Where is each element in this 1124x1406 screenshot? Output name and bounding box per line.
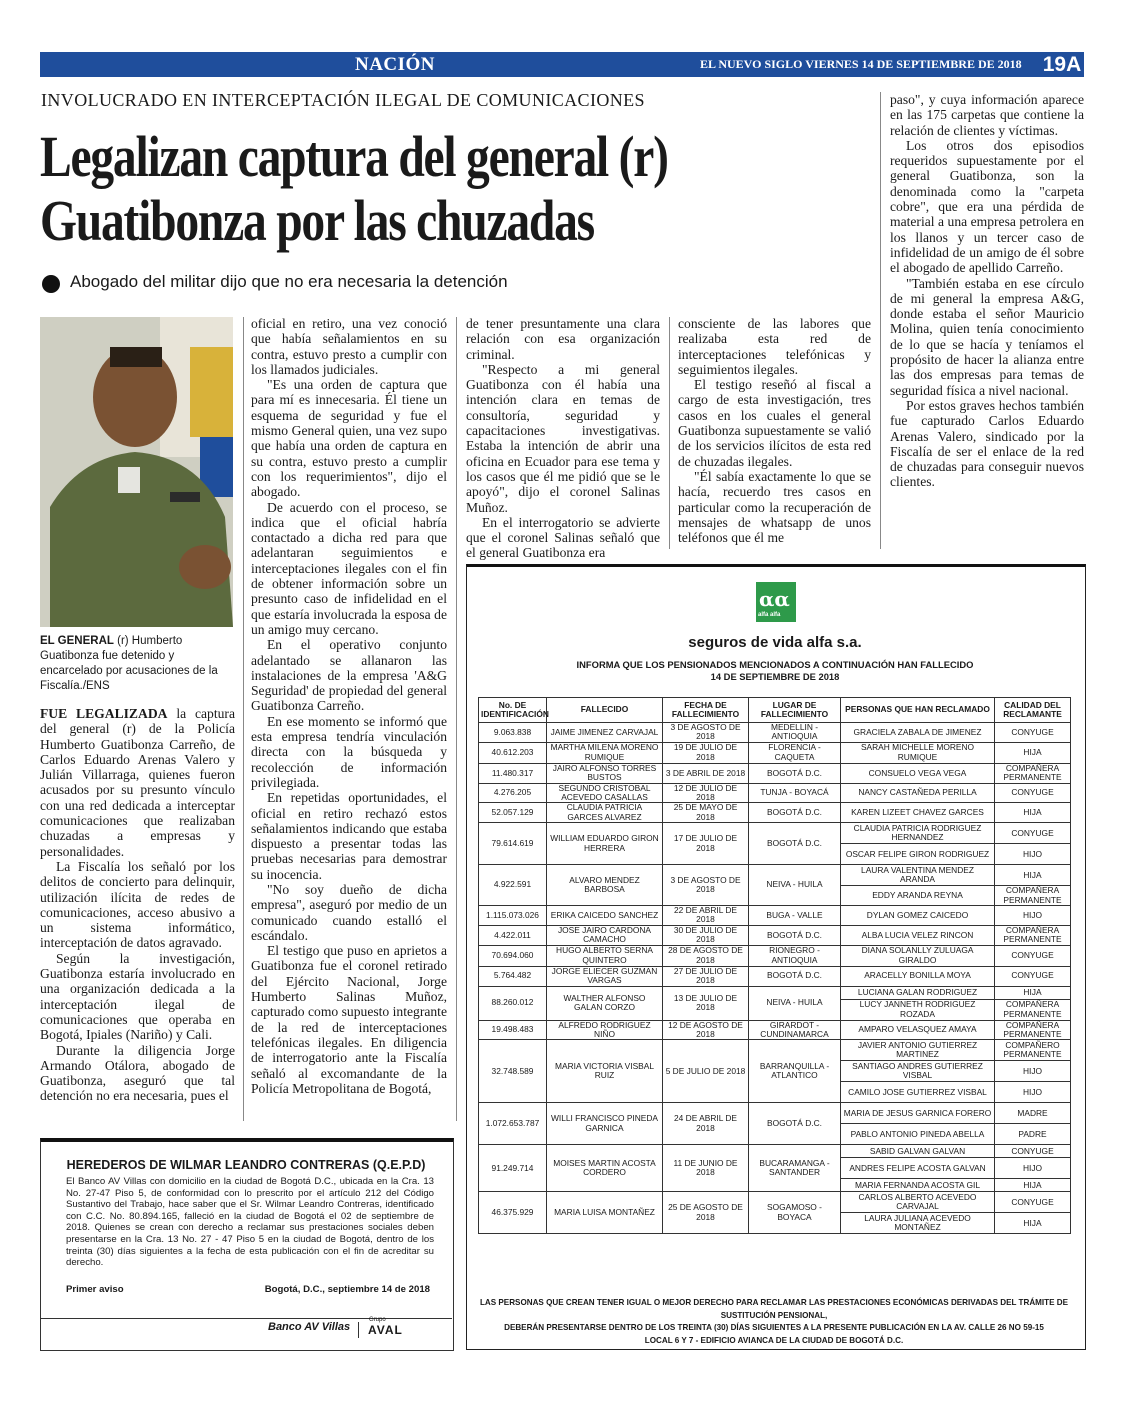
- table-row: [479, 742, 1071, 763]
- cell-claimant: MARIA DE JESUS GARNICA FORERO: [841, 1103, 995, 1124]
- cell-relationship: HIJA: [995, 742, 1071, 763]
- cell-id: 88.260.012: [479, 986, 547, 1020]
- paragraph: En repetidas oportunidades, el oficial en retiro rechazó estos señalamientos indicando que estaba dispuesto a presentar todas las pruebas necesarias para demostrar su inocencia.: [251, 790, 447, 882]
- group-aval-logo: AVAL: [368, 1323, 403, 1337]
- cell-id: 1.115.073.026: [479, 906, 547, 926]
- cell-deceased: MOISES MARTIN ACOSTA CORDERO: [547, 1145, 663, 1192]
- general-photo: [40, 317, 233, 627]
- cell-deceased: MARIA LUISA MONTAÑEZ: [547, 1192, 663, 1234]
- cell-place: BUCARAMANGA - SANTANDER: [749, 1145, 841, 1192]
- cell-claimant: GRACIELA ZABALA DE JIMENEZ: [841, 723, 995, 743]
- paragraph: En el operativo conjunto adelantado se allanaron las instalaciones de la empresa 'A&G Seguridad' de propiedad del general Guatibonza Carreño.: [251, 637, 447, 714]
- cell-relationship: HIJA: [995, 1179, 1071, 1192]
- cell-claimant: SANTIAGO ANDRES GUTIERREZ VISBAL: [841, 1061, 995, 1082]
- cell-date: 19 DE JULIO DE 2018: [663, 742, 749, 763]
- header-relationship: CALIDAD DEL RECLAMANTE: [995, 698, 1071, 723]
- cell-claimant: CAMILO JOSE GUTIERREZ VISBAL: [841, 1082, 995, 1103]
- headline-line-2: Guatibonza por las chuzadas: [40, 188, 594, 253]
- paragraph: [40, 706, 235, 859]
- alfa-footer-text: [478, 1297, 1070, 1347]
- alfa-logo-glyph: αα: [759, 587, 790, 611]
- cell-date: 17 DE JULIO DE 2018: [663, 823, 749, 865]
- cell-relationship: CONYUGE: [995, 945, 1071, 966]
- cell-id: 4.276.205: [479, 783, 547, 803]
- cell-claimant: DYLAN GOMEZ CAICEDO: [841, 906, 995, 926]
- cell-place: RIONEGRO - ANTIOQUIA: [749, 945, 841, 966]
- cell-deceased: HUGO ALBERTO SERNA QUINTERO: [547, 945, 663, 966]
- general-photo-illustration: [40, 317, 233, 627]
- cell-claimant: JAVIER ANTONIO GUTIERREZ MARTINEZ: [841, 1040, 995, 1061]
- cell-deceased: WALTHER ALFONSO GALAN CORZO: [547, 986, 663, 1020]
- article-subhead: Abogado del militar dijo que no era necesaria la detención: [70, 272, 508, 291]
- cell-claimant: LUCIANA GALAN RODRIGUEZ: [841, 986, 995, 999]
- cell-place: BARRANQUILLA - ATLANTICO: [749, 1040, 841, 1103]
- paragraph: La Fiscalía los señaló por los delitos de concierto para delinquir, utilización ilícita de redes de comunicaciones, acceso abusivo a un sistema informático, interceptación de datos agravado.: [40, 858, 235, 951]
- paragraph-text: la captura del general (r) de la Policía Humberto Guatibonza Carreño, de Carlos Eduardo Arenas Valero y Julián Villarraga, quienes fueron acusados por su presunto vínculo con una red dedicada a interceptar comunicaciones que realizaban chuzadas a empresas y personalidades.: [40, 706, 235, 859]
- cell-place: NEIVA - HUILA: [749, 986, 841, 1020]
- article-column-4: [678, 316, 871, 545]
- cell-deceased: JORGE ELIECER GUZMAN VARGAS: [547, 966, 663, 986]
- cell-relationship: HIJO: [995, 906, 1071, 926]
- cell-relationship: CONYUGE: [995, 823, 1071, 844]
- column-divider: [880, 92, 881, 549]
- cell-relationship: COMPAÑERA PERMANENTE: [995, 925, 1071, 945]
- cell-date: 28 DE AGOSTO DE 2018: [663, 945, 749, 966]
- cell-claimant: LAURA VALENTINA MENDEZ ARANDA: [841, 865, 995, 886]
- edition-date: EL NUEVO SIGLO VIERNES 14 DE SEPTIEMBRE DE 2018: [700, 57, 1022, 71]
- alfa-footer-line-3: LOCAL 6 Y 7 - EDIFICIO AVIANCA DE LA CIUDAD DE BOGOTÁ D.C.: [644, 1335, 904, 1345]
- heirs-notice-title: HEREDEROS DE WILMAR LEANDRO CONTRERAS (Q.E.P.D): [66, 1158, 426, 1172]
- cell-id: 70.694.060: [479, 945, 547, 966]
- cell-claimant: CONSUELO VEGA VEGA: [841, 763, 995, 783]
- cell-place: TUNJA - BOYACÁ: [749, 783, 841, 803]
- table-row: [479, 1040, 1071, 1061]
- cell-deceased: CLAUDIA PATRICIA GARCES ALVAREZ: [547, 803, 663, 823]
- cell-place: NEIVA - HUILA: [749, 865, 841, 906]
- cell-id: 4.422.011: [479, 925, 547, 945]
- cell-id: 1.072.653.787: [479, 1103, 547, 1145]
- cell-relationship: CONYUGE: [995, 1192, 1071, 1213]
- alfa-logo: [756, 582, 796, 622]
- paragraph: consciente de las labores que realizaba esta red de interceptaciones telefónicas y seguimientos ilegales.: [678, 316, 871, 377]
- cell-claimant: SABID GALVAN GALVAN: [841, 1145, 995, 1158]
- cell-relationship: HIJA: [995, 1213, 1071, 1234]
- paragraph: "También estaba en ese círculo de mi general la empresa A&G, donde estaba el señor Mauricio Molina, quien tenía conocimiento de lo que se hacía y teníamos el propósito de hacer la alianza entre las dos empresas para temas de seguridad física a nivel nacional.: [890, 275, 1084, 398]
- alfa-footer-line-1: LAS PERSONAS QUE CREAN TENER IGUAL O MEJOR DERECHO PARA RECLAMAR LAS PRESTACIONES ECONÓMICAS DERIVADAS DEL TRÁMITE DE SUSTITUCIÓN PENSIONAL,: [479, 1298, 1069, 1320]
- cell-claimant: ARACELLY BONILLA MOYA: [841, 966, 995, 986]
- section-name: NACIÓN: [354, 54, 436, 75]
- bank-logo: Banco AV Villas: [268, 1321, 351, 1333]
- notice-place-date: Bogotá, D.C., septiembre 14 de 2018: [264, 1284, 430, 1295]
- cell-deceased: WILLI FRANCISCO PINEDA GARNICA: [547, 1103, 663, 1145]
- paragraph: paso", y cuya información aparece en las 175 carpetas que contiene la relación de clientes y víctimas.: [890, 92, 1084, 138]
- column-divider: [456, 317, 457, 1121]
- cell-relationship: COMPAÑERA PERMANENTE: [995, 999, 1071, 1020]
- alfa-footer-line-2: DEBERÁN PRESENTARSE DENTRO DE LOS TREINTA (30) DÍAS SIGUIENTES A LA PRESENTE PUBLICACIÓN EN LA AV. CALLE 26 NO 59-15: [504, 1323, 1044, 1332]
- cell-date: 12 DE JULIO DE 2018: [663, 783, 749, 803]
- header-deceased: FALLECIDO: [547, 698, 663, 723]
- caption-lead: EL GENERAL: [40, 635, 114, 647]
- cell-relationship: COMPAÑERA PERMANENTE: [995, 763, 1071, 783]
- cell-deceased: ERIKA CAICEDO SANCHEZ: [547, 906, 663, 926]
- paragraph: En ese momento se informó que esta empresa tendría vinculación directa con la búsqueda y recolección de información privilegiada.: [251, 713, 447, 790]
- table-row: [479, 906, 1071, 926]
- cell-relationship: CONYUGE: [995, 966, 1071, 986]
- cell-relationship: CONYUGE: [995, 1145, 1071, 1158]
- cell-relationship: COMPAÑERA PERMANENTE: [995, 886, 1071, 906]
- cell-deceased: MARTHA MILENA MORENO RUMIQUE: [547, 742, 663, 763]
- cell-id: 40.612.203: [479, 742, 547, 763]
- article-headline: [40, 125, 885, 253]
- alfa-inform-line-1: INFORMA QUE LOS PENSIONADOS MENCIONADOS A CONTINUACIÓN HAN FALLECIDO: [576, 659, 974, 670]
- paragraph: Según la investigación, Guatibonza estaría involucrado en una organización dedicada a la interceptación ilegal de comunicaciones que operaba en Bogotá, Ipiales (Nariño) y Cali.: [40, 950, 235, 1043]
- column-divider: [243, 317, 244, 1121]
- cell-place: BUGA - VALLE: [749, 906, 841, 926]
- cell-claimant: ALBA LUCIA VELEZ RINCON: [841, 925, 995, 945]
- paragraph: Los otros dos episodios requeridos supuestamente por el general Guatibonza, son la denominada como la "carpeta cobre", que era una pérdida de material a una empresa petrolera en los llanos y un tercer caso de infidelidad de un amigo de él sobre el abogado de apellido Carreño.: [890, 137, 1084, 276]
- cell-relationship: HIJO: [995, 1061, 1071, 1082]
- table-row: [479, 763, 1071, 783]
- page-number: 19A: [1042, 53, 1082, 76]
- cell-date: 22 DE ABRIL DE 2018: [663, 906, 749, 926]
- cell-claimant: DIANA SOLANLLY ZULUAGA GIRALDO: [841, 945, 995, 966]
- cell-date: 27 DE JULIO DE 2018: [663, 966, 749, 986]
- caption-text: (r) Humberto Guatibonza fue detenido y encarcelado por acusaciones de la Fiscalía./ENS: [40, 635, 218, 692]
- cell-id: 79.614.619: [479, 823, 547, 865]
- cell-place: BOGOTÁ D.C.: [749, 925, 841, 945]
- cell-place: BOGOTÁ D.C.: [749, 763, 841, 783]
- cell-place: BOGOTÁ D.C.: [749, 966, 841, 986]
- article-column-3: [466, 316, 660, 561]
- article-column-2: [251, 316, 447, 1096]
- cell-claimant: SARAH MICHELLE MORENO RUMIQUE: [841, 742, 995, 763]
- table-row: [479, 783, 1071, 803]
- cell-relationship: PADRE: [995, 1124, 1071, 1145]
- paragraph: En el interrogatorio se advierte que el coronel Salinas señaló que el general Guatibonza era: [466, 514, 660, 561]
- cell-place: BOGOTÁ D.C.: [749, 823, 841, 865]
- deceased-pensioners-table: [478, 697, 1071, 1234]
- cell-id: 19.498.483: [479, 1020, 547, 1040]
- cell-deceased: SEGUNDO CRISTOBAL ACEVEDO CASALLAS: [547, 783, 663, 803]
- paragraph: "Respecto a mi general Guatibonza con él había una intención clara en temas de consultoría, seguridad y capacitaciones investigativas. Estaba la intención de abrir una oficina en Ecuador para ese tema y los casos que él me pidió que se le apoyó", dijo el coronel Salinas Muñoz.: [466, 361, 660, 515]
- cell-deceased: JOSE JAIRO CARDONA CAMACHO: [547, 925, 663, 945]
- table-row: [479, 803, 1071, 823]
- cell-claimant: NANCY CASTAÑEDA PERILLA: [841, 783, 995, 803]
- table-row: [479, 823, 1071, 844]
- cell-place: SOGAMOSO - BOYACA: [749, 1192, 841, 1234]
- cell-date: 12 DE AGOSTO DE 2018: [663, 1020, 749, 1040]
- first-notice-label: Primer aviso: [66, 1284, 124, 1295]
- cell-claimant: KAREN LIZEET CHAVEZ GARCES: [841, 803, 995, 823]
- cell-place: GIRARDOT - CUNDINAMARCA: [749, 1020, 841, 1040]
- paragraph: "Él sabía exactamente lo que se hacía, recuerdo tres casos en particular como la recuperación de mensajes de whatsapp de unos teléfonos que él me: [678, 468, 871, 546]
- article-column-1: [40, 706, 235, 1104]
- cell-claimant: EDDY ARANDA REYNA: [841, 886, 995, 906]
- cell-claimant: MARIA FERNANDA ACOSTA GIL: [841, 1179, 995, 1192]
- cell-relationship: CONYUGE: [995, 723, 1071, 743]
- cell-claimant: AMPARO VELASQUEZ AMAYA: [841, 1020, 995, 1040]
- paragraph: "Es una orden de captura que para mí es innecesaria. Él tiene un esquema de seguridad y fue el mismo General quien, una vez supo que había una orden de captura en su contra, estuvo presto a cumplir con los requerimientos", dijo el abogado.: [251, 377, 447, 500]
- cell-id: 11.480.317: [479, 763, 547, 783]
- cell-deceased: ALVARO MENDEZ BARBOSA: [547, 865, 663, 906]
- cell-claimant: CLAUDIA PATRICIA RODRIGUEZ HERNANDEZ: [841, 823, 995, 844]
- table-header-row: [479, 698, 1071, 723]
- header-claimants: PERSONAS QUE HAN RECLAMADO: [841, 698, 995, 723]
- cell-place: MEDELLIN - ANTIOQUIA: [749, 723, 841, 743]
- bullet-icon: [42, 275, 60, 293]
- paragraph: De acuerdo con el proceso, se indica que el oficial habría contactado a dicha red para que adelantaran seguimientos e interceptaciones ilegales con el fin de obtener información sobre un presunto caso de infidelidad en el que estaría involucrada la esposa de un amigo muy cercano.: [251, 499, 447, 637]
- cell-id: 5.764.482: [479, 966, 547, 986]
- cell-claimant: CARLOS ALBERTO ACEVEDO CARVAJAL: [841, 1192, 995, 1213]
- cell-deceased: ALFREDO RODRIGUEZ NIÑO: [547, 1020, 663, 1040]
- cell-deceased: WILLIAM EDUARDO GIRON HERRERA: [547, 823, 663, 865]
- alfa-company-name: seguros de vida alfa s.a.: [688, 634, 862, 651]
- cell-relationship: HIJA: [995, 986, 1071, 999]
- cell-relationship: HIJA: [995, 865, 1071, 886]
- table-row: [479, 1103, 1071, 1124]
- cell-id: 32.748.589: [479, 1040, 547, 1103]
- cell-id: 91.249.714: [479, 1145, 547, 1192]
- cell-relationship: HIJA: [995, 803, 1071, 823]
- cell-date: 25 DE MAYO DE 2018: [663, 803, 749, 823]
- table-row: [479, 1145, 1071, 1158]
- table-row: [479, 966, 1071, 986]
- paragraph: El testigo que puso en aprietos a Guatibonza fue el coronel retirado del Ejército Nacional, Jorge Humberto Salinas Muñoz, capturado como supuesto integrante de la red de interceptaciones telefónicas ilegales. En diligencia de interrogatorio ante la Fiscalía señaló al excomandante de la Policía Metropolitana de Bogotá,: [251, 943, 447, 1096]
- cell-claimant: PABLO ANTONIO PINEDA ABELLA: [841, 1124, 995, 1145]
- cell-date: 24 DE ABRIL DE 2018: [663, 1103, 749, 1145]
- cell-relationship: MADRE: [995, 1103, 1071, 1124]
- article-column-5: [890, 92, 1084, 490]
- photo-caption: [40, 634, 235, 694]
- cell-date: 3 DE AGOSTO DE 2018: [663, 865, 749, 906]
- cell-date: 11 DE JUNIO DE 2018: [663, 1145, 749, 1192]
- paragraph: oficial en retiro, una vez conoció que había señalamientos en su contra, estuvo presto a cumplir con los llamados judiciales.: [251, 316, 447, 377]
- cell-deceased: JAIME JIMENEZ CARVAJAL: [547, 723, 663, 743]
- paragraph: "No soy dueño de dicha empresa", aseguró por medio de un comunicado cuando estalló el escándalo.: [251, 881, 447, 943]
- paragraph: Durante la diligencia Jorge Armando Otálora, abogado de Guatibonza, aseguró que tal detención no era necesaria, pues el: [40, 1042, 235, 1104]
- cell-date: 3 DE ABRIL DE 2018: [663, 763, 749, 783]
- table-body: [479, 723, 1071, 1234]
- cell-relationship: HIJO: [995, 1082, 1071, 1103]
- cell-claimant: ANDRES FELIPE ACOSTA GALVAN: [841, 1158, 995, 1179]
- header-place: LUGAR DE FALLECIMIENTO: [749, 698, 841, 723]
- table-row: [479, 1192, 1071, 1213]
- lead-in: FUE LEGALIZADA: [40, 706, 168, 721]
- table-row: [479, 986, 1071, 999]
- cell-relationship: COMPAÑERA PERMANENTE: [995, 1020, 1071, 1040]
- headline-line-1: Legalizan captura del general (r): [40, 124, 668, 189]
- cell-id: 46.375.929: [479, 1192, 547, 1234]
- cell-claimant: OSCAR FELIPE GIRON RODRIGUEZ: [841, 844, 995, 865]
- heirs-notice-body: El Banco AV Villas con domicilio en la ciudad de Bogotá D.C., ubicada en la Cra. 13 No. 27-47 Piso 5, de conformidad con lo prescrito por el artículo 212 del Código Sustantivo del Trabajo, hace saber que el Sr. Wilmar Leandro Contreras, identificado con C.C. No. 80.894.165, falleció en la ciudad de Bogotá el 02 de septiembre de 2018. Quienes se crean con derecho a reclamar sus prestaciones sociales deben presentarse en la Cra. 13 No. 27 - 47 Piso 5 en la ciudad de Bogotá, dentro de los treinta (30) días siguientes a la fecha de esta publicación con el fin de acreditar su derecho.: [66, 1176, 434, 1269]
- header-id: No. DE IDENTIFICACIÓN: [479, 698, 547, 723]
- cell-deceased: MARIA VICTORIA VISBAL RUIZ: [547, 1040, 663, 1103]
- column-divider: [669, 317, 670, 549]
- group-small-label: Grupo: [369, 1317, 386, 1323]
- cell-relationship: HIJO: [995, 1158, 1071, 1179]
- cell-date: 30 DE JULIO DE 2018: [663, 925, 749, 945]
- table-row: [479, 865, 1071, 886]
- table-row: [479, 723, 1071, 743]
- table-row: [479, 1020, 1071, 1040]
- article-kicker: INVOLUCRADO EN INTERCEPTACIÓN ILEGAL DE COMUNICACIONES: [41, 90, 645, 110]
- cell-relationship: COMPAÑERO PERMANENTE: [995, 1040, 1071, 1061]
- cell-claimant: LUCY JANNETH RODRIGUEZ ROZADA: [841, 999, 995, 1020]
- cell-id: 52.057.129: [479, 803, 547, 823]
- cell-relationship: HIJO: [995, 844, 1071, 865]
- paragraph: de tener presuntamente una clara relación con esa organización criminal.: [466, 316, 660, 362]
- cell-place: FLORENCIA - CAQUETA: [749, 742, 841, 763]
- cell-date: 5 DE JULIO DE 2018: [663, 1040, 749, 1103]
- cell-id: 9.063.838: [479, 723, 547, 743]
- alfa-inform-line-2: 14 DE SEPTIEMBRE DE 2018: [710, 671, 840, 682]
- paragraph: Por estos graves hechos también fue capturado Carlos Eduardo Arenas Valero, sindicado por la Fiscalía de ser el enlace de la red de chuzadas para conseguir nuevos clientes.: [890, 397, 1084, 490]
- cell-date: 3 DE AGOSTO DE 2018: [663, 723, 749, 743]
- cell-id: 4.922.591: [479, 865, 547, 906]
- alfa-logo-text: alfa alfa: [758, 612, 781, 618]
- cell-place: BOGOTÁ D.C.: [749, 803, 841, 823]
- paragraph: El testigo reseñó al fiscal a cargo de esta investigación, tres casos en los cuales el general Guatibonza supuestamente se valió de los servicios ilícitos de esta red de chuzadas ilegales.: [678, 377, 871, 469]
- cell-relationship: CONYUGE: [995, 783, 1071, 803]
- cell-place: BOGOTÁ D.C.: [749, 1103, 841, 1145]
- cell-deceased: JAIRO ALFONSO TORRES BUSTOS: [547, 763, 663, 783]
- cell-claimant: LAURA JULIANA ACEVEDO MONTAÑEZ: [841, 1213, 995, 1234]
- cell-date: 13 DE JULIO DE 2018: [663, 986, 749, 1020]
- logo-divider: [358, 1322, 359, 1338]
- header-date: FECHA DE FALLECIMIENTO: [663, 698, 749, 723]
- alfa-inform-text: [466, 659, 1084, 683]
- table-row: [479, 945, 1071, 966]
- cell-date: 25 DE AGOSTO DE 2018: [663, 1192, 749, 1234]
- table-row: [479, 925, 1071, 945]
